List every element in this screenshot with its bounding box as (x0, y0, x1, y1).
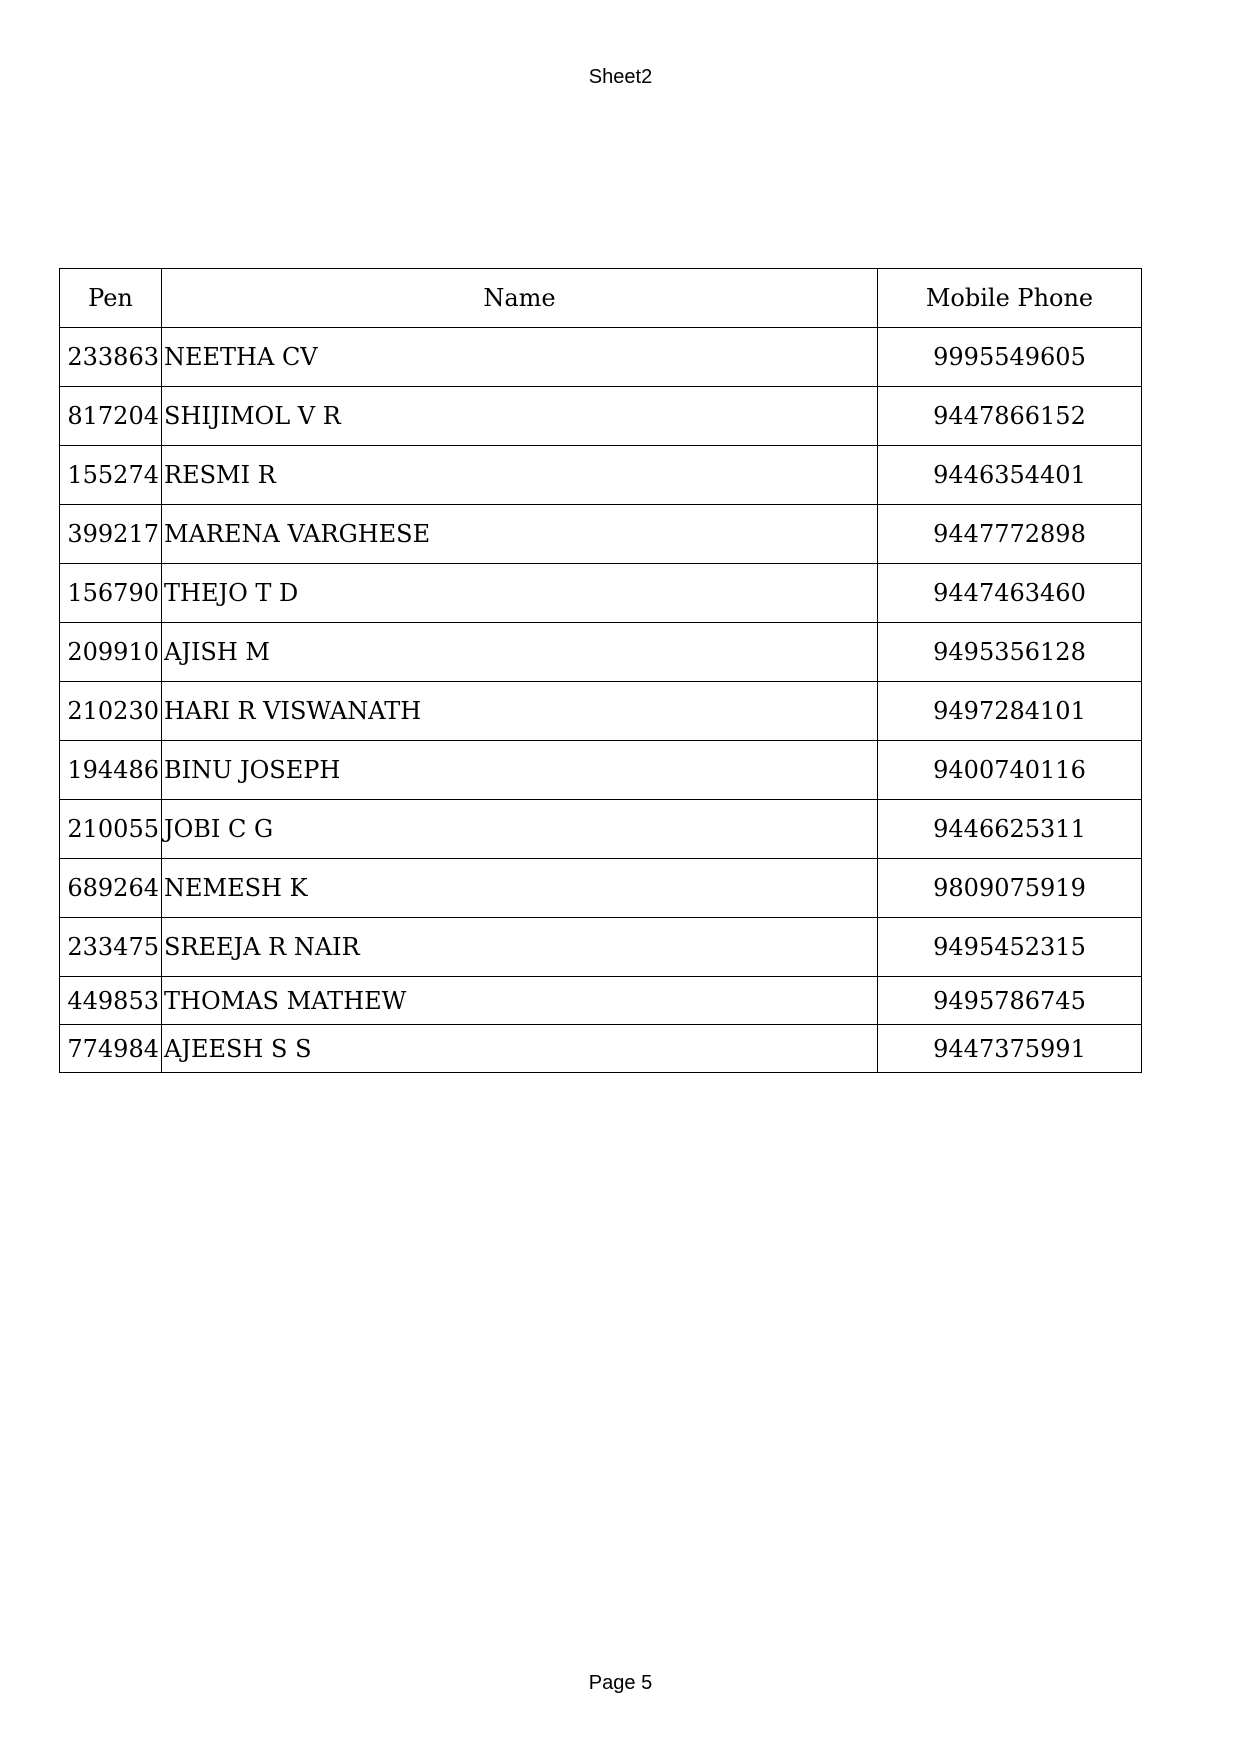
table-header-row (60, 269, 1142, 328)
name-cell: RESMI R (162, 446, 878, 505)
mobile-phone-cell: 9995549605 (878, 328, 1142, 387)
pen-cell: 774984 (60, 1025, 162, 1073)
table-row (60, 859, 1142, 918)
table-row (60, 918, 1142, 977)
table-row (60, 977, 1142, 1025)
name-cell: SREEJA R NAIR (162, 918, 878, 977)
mobile-phone-cell: 9447463460 (878, 564, 1142, 623)
mobile-phone-cell: 9447772898 (878, 505, 1142, 564)
pen-cell: 817204 (60, 387, 162, 446)
name-cell: MARENA VARGHESE (162, 505, 878, 564)
sheet-title: Sheet2 (588, 66, 653, 88)
name-cell: AJISH M (162, 623, 878, 682)
mobile-phone-cell: 9495356128 (878, 623, 1142, 682)
table-row (60, 623, 1142, 682)
name-cell: NEMESH K (162, 859, 878, 918)
mobile-phone-cell: 9809075919 (878, 859, 1142, 918)
column-header-name: Name (162, 269, 878, 328)
mobile-phone-cell: 9446625311 (878, 800, 1142, 859)
pen-cell: 399217 (60, 505, 162, 564)
staff-contact-table (59, 268, 1142, 1073)
name-cell: BINU JOSEPH (162, 741, 878, 800)
name-cell: THEJO T D (162, 564, 878, 623)
mobile-phone-cell: 9495452315 (878, 918, 1142, 977)
name-cell: NEETHA CV (162, 328, 878, 387)
name-cell: HARI R VISWANATH (162, 682, 878, 741)
table-row (60, 328, 1142, 387)
mobile-phone-cell: 9400740116 (878, 741, 1142, 800)
mobile-phone-cell: 9447375991 (878, 1025, 1142, 1073)
mobile-phone-cell: 9495786745 (878, 977, 1142, 1025)
table-row (60, 682, 1142, 741)
pen-cell: 233475 (60, 918, 162, 977)
column-header-pen: Pen (60, 269, 162, 328)
pen-cell: 233863 (60, 328, 162, 387)
table-row (60, 505, 1142, 564)
pen-cell: 194486 (60, 741, 162, 800)
pen-cell: 156790 (60, 564, 162, 623)
mobile-phone-cell: 9447866152 (878, 387, 1142, 446)
table-row (60, 446, 1142, 505)
table-row (60, 387, 1142, 446)
pen-cell: 689264 (60, 859, 162, 918)
pen-cell: 210055 (60, 800, 162, 859)
pen-cell: 449853 (60, 977, 162, 1025)
pen-cell: 155274 (60, 446, 162, 505)
table-row (60, 800, 1142, 859)
pen-cell: 209910 (60, 623, 162, 682)
mobile-phone-cell: 9446354401 (878, 446, 1142, 505)
name-cell: SHIJIMOL V R (162, 387, 878, 446)
mobile-phone-cell: 9497284101 (878, 682, 1142, 741)
column-header-mobile-phone: Mobile Phone (878, 269, 1142, 328)
name-cell: THOMAS MATHEW (162, 977, 878, 1025)
name-cell: JOBI C G (162, 800, 878, 859)
table-row (60, 564, 1142, 623)
table-row (60, 1025, 1142, 1073)
table-row (60, 741, 1142, 800)
pen-cell: 210230 (60, 682, 162, 741)
name-cell: AJEESH S S (162, 1025, 878, 1073)
page-number: Page 5 (588, 1672, 653, 1694)
